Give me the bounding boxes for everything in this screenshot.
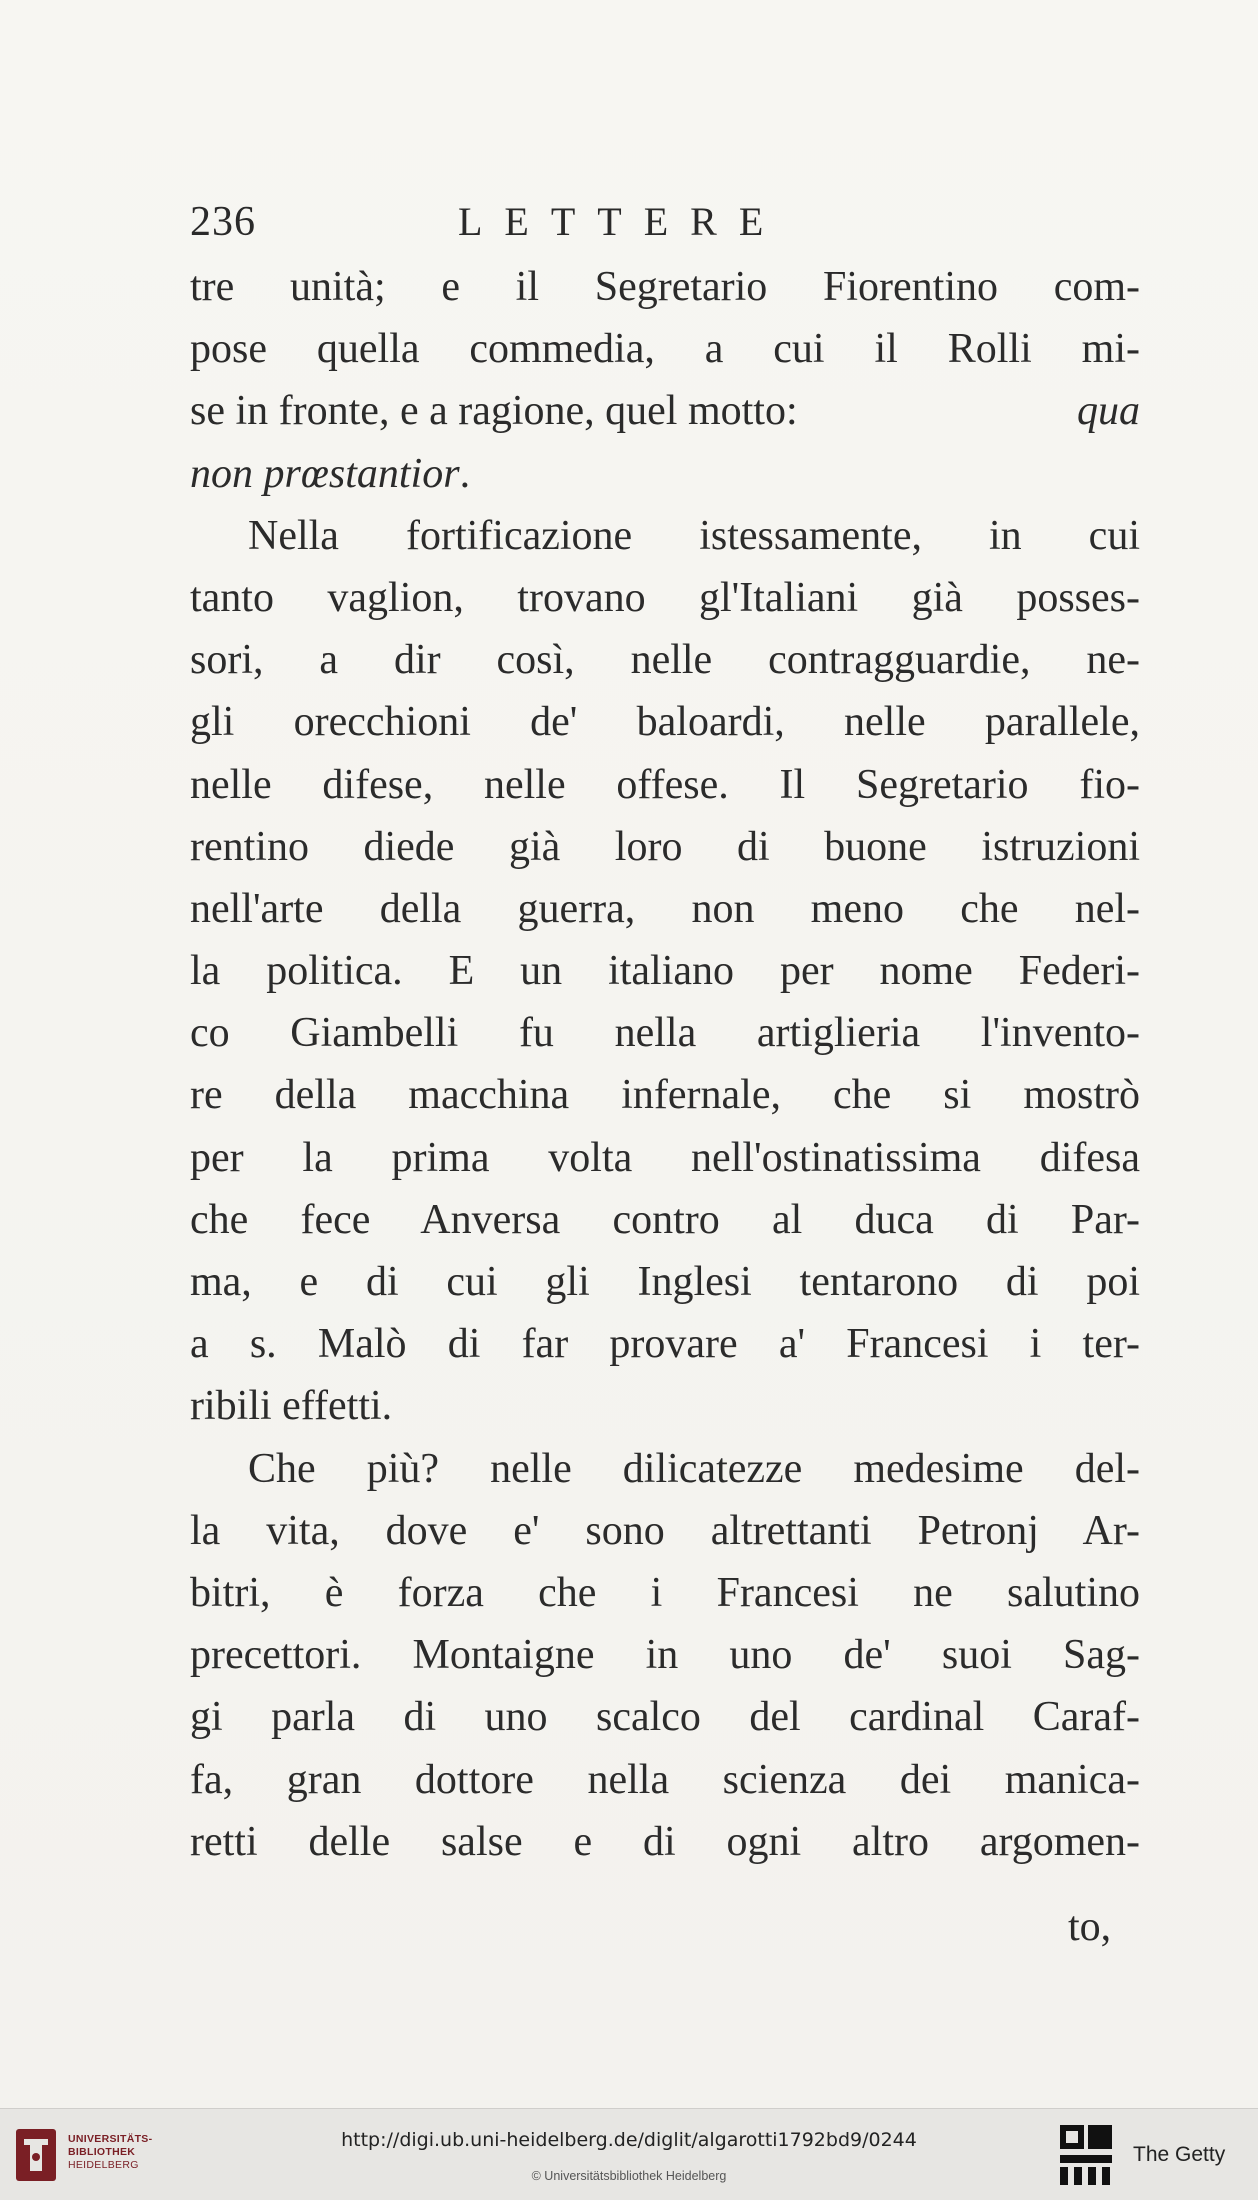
text-line — [190, 380, 1140, 442]
text-line: tanto vaglion, trovano gl'Italiani già posses- — [190, 574, 1140, 621]
paragraph-first-line: Che più? nelle dilicatezze medesime del- — [248, 1445, 1140, 1492]
text-line: per la prima volta nell'ostinatissima difesa — [190, 1134, 1140, 1181]
library-line: UNIVERSITÄTS- — [68, 2133, 153, 2145]
text-line: nell'arte della guerra, non meno che nel- — [190, 885, 1140, 932]
library-line: BIBLIOTHEK — [68, 2146, 136, 2158]
text-line: retti delle salse e di ogni altro argomen- — [190, 1818, 1140, 1865]
text-line: la politica. E un italiano per nome Federi- — [190, 948, 1140, 995]
text-line-part: se in fronte, e a ragione, quel motto: — [190, 388, 798, 435]
running-title: LETTERE — [458, 199, 786, 244]
permalink-url[interactable]: http://digi.ub.uni-heidelberg.de/diglit/algarotti1792bd9/0244 — [341, 2129, 917, 2151]
copyright-notice: © Universitätsbibliothek Heidelberg — [531, 2169, 727, 2183]
text-line: a s. Malò di far provare a' Francesi i ter- — [190, 1321, 1140, 1368]
body-text — [190, 256, 1140, 1873]
paragraph-first-line: Nella fortificazione istessamente, in cui — [248, 512, 1140, 559]
catchword: to, — [1068, 1904, 1112, 1950]
text-line: la vita, dove e' sono altrettanti Petronj Ar- — [190, 1507, 1140, 1554]
text-line: pose quella commedia, a cui il Rolli mi- — [190, 326, 1140, 373]
text-line: nelle difese, nelle offese. Il Segretario fio- — [190, 761, 1140, 808]
text-line: bitri, è forza che i Francesi ne salutino — [190, 1569, 1140, 1616]
text-line-part: . — [459, 450, 471, 497]
text-line: co Giambelli fu nella artiglieria l'invento- — [190, 1010, 1140, 1057]
text-line: tre unità; e il Segretario Fiorentino com- — [190, 264, 1140, 310]
text-line: sori, a dir così, nelle contragguardie, ne- — [190, 637, 1140, 684]
text-line: re della macchina infernale, che si mostrò — [190, 1072, 1140, 1119]
getty-label: The Getty — [1133, 2143, 1226, 2166]
text-line: precettori. Montaigne in uno de' suoi Sag- — [190, 1632, 1140, 1679]
text-line: che fece Anversa contro al duca di Par- — [190, 1196, 1140, 1243]
text-line — [190, 443, 1140, 505]
viewer-footer — [0, 2108, 1258, 2200]
italic-phrase: qua — [1077, 388, 1140, 435]
italic-phrase: non prœstantior — [190, 450, 460, 497]
library-line: HEIDELBERG — [68, 2159, 139, 2171]
text-line: gli orecchioni de' baloardi, nelle parallele, — [190, 699, 1140, 746]
text-line: fa, gran dottore nella scienza dei manica- — [190, 1756, 1140, 1803]
page-number: 236 — [190, 199, 256, 245]
page-header — [190, 198, 890, 258]
text-line: ma, e di cui gli Inglesi tentarono di poi — [190, 1259, 1140, 1305]
getty-logo-icon[interactable] — [1058, 2123, 1116, 2187]
text-line: gi parla di uno scalco del cardinal Caraf- — [190, 1694, 1140, 1741]
text-line: rentino diede già loro di buone istruzioni — [190, 823, 1140, 870]
text-line: ribili effetti. — [190, 1383, 393, 1430]
